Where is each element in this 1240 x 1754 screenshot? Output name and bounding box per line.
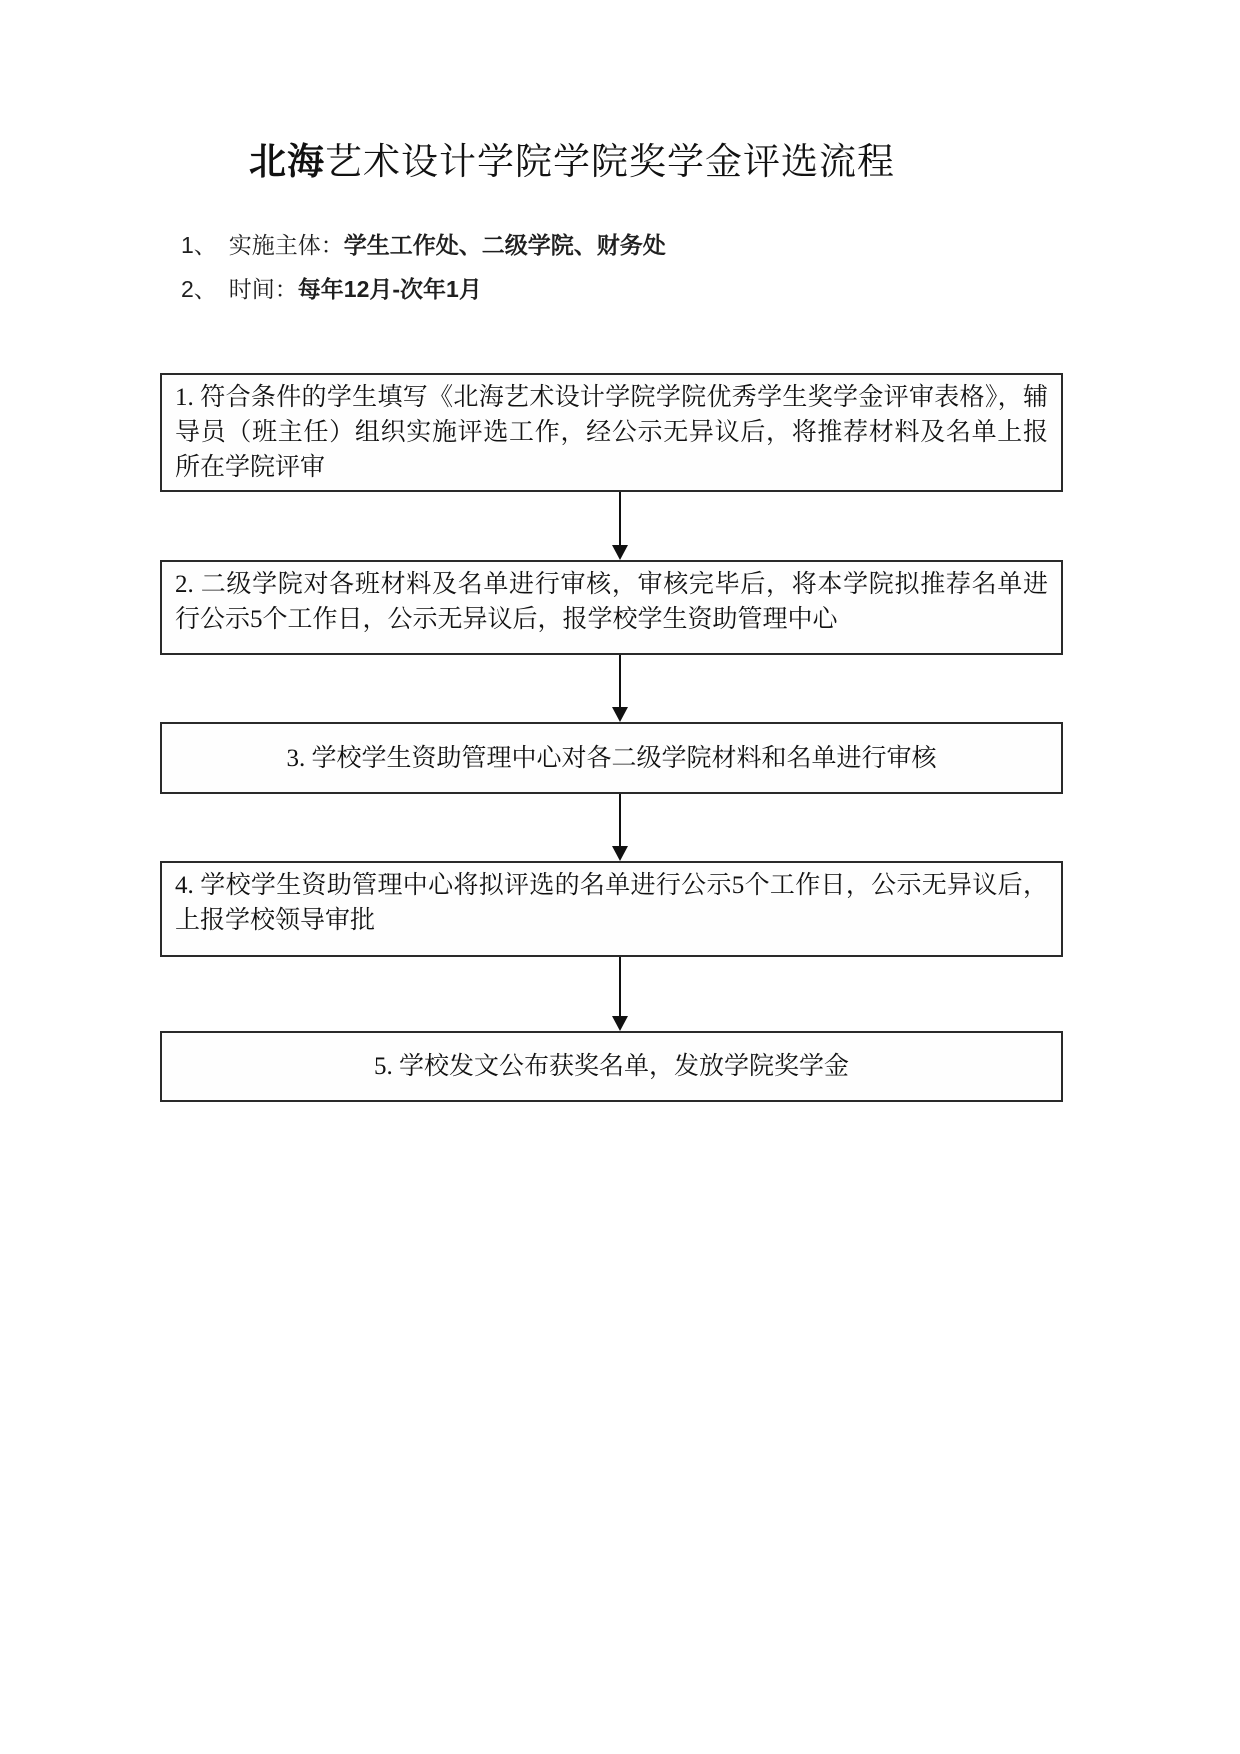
flowchart [160,373,1063,1102]
arrow-stem [619,957,621,1016]
arrow-down-icon [612,846,628,861]
flow-arrow [611,794,629,861]
arrow-down-icon [612,707,628,722]
meta-item-value: 学生工作处、二级学院、财务处 [343,232,666,258]
meta-item-label: 时间： [228,276,298,302]
page-title [0,139,1144,185]
meta-item-time [181,274,482,305]
flow-step-2: 2. 二级学院对各班材料及名单进行审核，审核完毕后，将本学院拟推荐名单进行公示5个工作日，公示无异议后，报学校学生资助管理中心 [160,560,1063,655]
arrow-stem [619,794,621,846]
meta-item-subject [181,230,666,261]
flow-arrow [611,492,629,560]
arrow-stem [619,492,621,545]
arrow-down-icon [612,1016,628,1031]
page-title-regular-part: 艺术设计学院学院奖学金评选流程 [325,140,895,182]
flow-step-4: 4. 学校学生资助管理中心将拟评选的名单进行公示5个工作日，公示无异议后，上报学校领导审批 [160,861,1063,957]
flow-arrow [611,655,629,722]
flow-step-1: 1. 符合条件的学生填写《北海艺术设计学院学院优秀学生奖学金评审表格》，辅导员（班主任）组织实施评选工作，经公示无异议后，将推荐材料及名单上报所在学院评审 [160,373,1063,492]
meta-item-number: 1、 [181,232,217,258]
arrow-down-icon [612,545,628,560]
meta-item-value: 每年12月-次年1月 [297,276,482,302]
flow-step-3: 3. 学校学生资助管理中心对各二级学院材料和名单进行审核 [160,722,1063,794]
meta-item-number: 2、 [181,276,217,302]
flow-arrow [611,957,629,1031]
meta-item-label: 实施主体： [228,232,344,258]
page-title-bold-part: 北海 [249,140,325,182]
flow-step-5: 5. 学校发文公布获奖名单，发放学院奖学金 [160,1031,1063,1102]
arrow-stem [619,655,621,707]
